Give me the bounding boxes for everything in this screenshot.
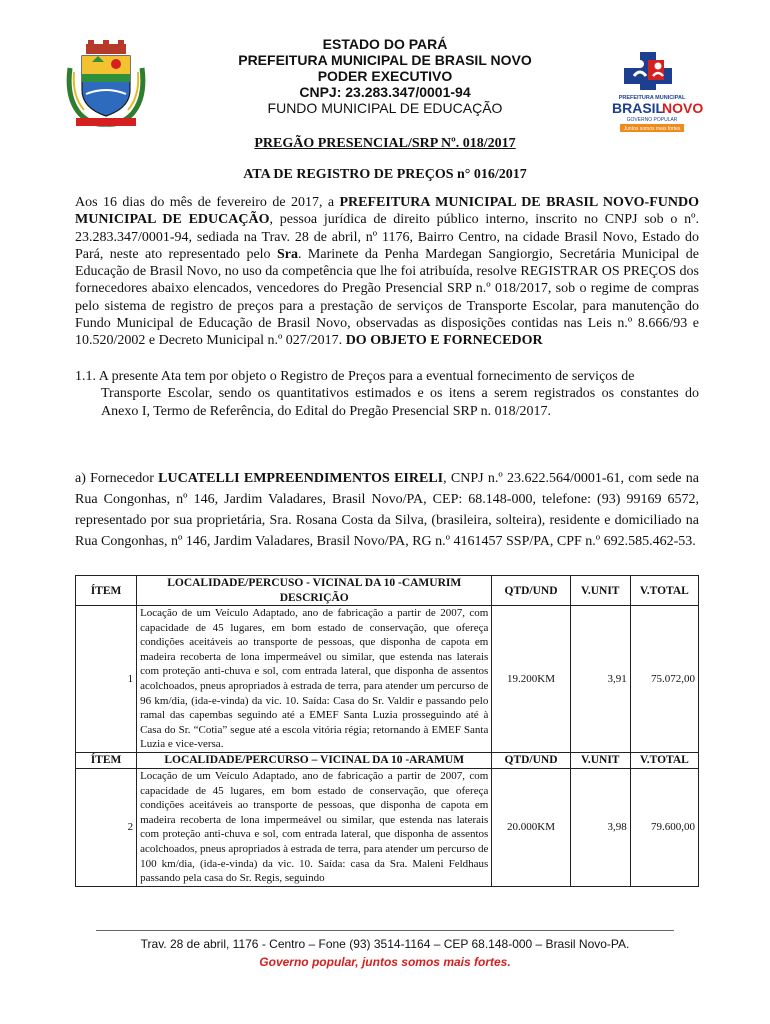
executive-power: PODER EXECUTIVO [317, 68, 453, 84]
cell-item-number: 2 [76, 768, 137, 886]
table-row [76, 768, 699, 886]
header-item: ÍTEM [76, 576, 137, 606]
cell-description [137, 768, 492, 886]
intro-title-sra: Sra [276, 246, 298, 262]
letterhead-text [190, 36, 580, 116]
intro-text-1: Aos 16 dias do mês de fevereiro de 2017, a [75, 195, 340, 210]
header-qtd: QTD/UND [492, 752, 570, 768]
supplier-paragraph [75, 468, 699, 552]
prefecture-name: PREFEITURA MUNICIPAL DE BRASIL NOVO [238, 52, 532, 68]
clause-1-1-rest: Transporte Escolar, sendo os quantitativos estimados e os itens a serem registrados os constantes do Anexo I, Termo de Referência, do Edital do Pregão Presencial SRP n. 018/2017. [101, 386, 699, 419]
header-locality: LOCALIDADE/PERCURSO – VICINAL DA 10 -ARAMUM [137, 752, 492, 768]
header-item: ÍTEM [76, 752, 137, 768]
header-qtd: QTD/UND [492, 576, 570, 606]
cnpj-number: CNPJ: 23.283.347/0001-94 [299, 84, 471, 100]
ata-title: ATA DE REGISTRO DE PREÇOS n° 016/2017 [243, 167, 527, 182]
header-unit-value: V.UNIT [570, 752, 630, 768]
cell-quantity: 19.200KM [492, 606, 570, 753]
pregao-title: PREGÃO PRESENCIAL/SRP Nº. 018/2017 [254, 136, 516, 151]
logo-brand-left: BRASIL [612, 100, 665, 116]
cell-unit-value: 3,98 [570, 768, 630, 886]
supplier-text-1: a) Fornecedor [75, 471, 159, 486]
description-text: Locação de um Veículo Adaptado, ano de fabricação a partir de 2007, com capacidade de 45 lugares, em bom estado de conservação, que ofereça condições aceitáveis ao transporte de pessoas, que disponha de capota em madeira recoberta de lona impermeável ou similar, que estenda nas laterais com proteção anti-chuva e sol, com entrada lateral, que disponha de assentos acolchoados, pneus apropriados à estrada de terra, para atender um percurso de 96 km/dia, (ida-e-vinda) da vic. 10. Saída: Casa do Sr. Valdir e passando pelo ramal das capembas seguindo até a EMEF Santa Luzia prosseguindo até à Casa do Sr. “Cotia” segue até a escola vitória régia; retornando à EMEF Santa Luzia e vice-versa. [140, 607, 489, 751]
header-description-text: DESCRIÇÃO [279, 591, 349, 604]
footer-divider [96, 930, 674, 931]
logo-top-text: PREFEITURA MUNICIPAL [618, 95, 686, 101]
intro-paragraph [75, 194, 699, 350]
cell-description [137, 606, 492, 753]
items-table [75, 575, 699, 887]
description-text: Locação de um Veículo Adaptado, ano de fabricação a partir de 2007, com capacidade de 45 lugares, em bom estado de conservação, que ofereça condições aceitáveis ao transporte de pessoas, que disponha de capota em madeira recoberta de lona impermeável ou similar, que estenda nas laterais com proteção anti-chuva e sol, com entrada lateral, que disponha de assentos acolchoados, pneus apropriados à estrada de terra, para atender um percurso de 100 km/dia, (ida-e-vinda) da vic. 10. Saída: casa da Sra. Maleni Feldhaus passando pela casa do Sr. Regis, seguindo [140, 769, 489, 885]
header-locality [137, 576, 492, 606]
letterhead [0, 30, 770, 132]
logo-slogan: Juntos somos mais fortes [623, 126, 681, 132]
header-locality-text: LOCALIDADE/PERCUSO - VICINAL DA 10 -CAMURIM [167, 577, 462, 589]
supplier-name: LUCATELLI EMPREENDIMENTOS EIRELI [158, 471, 444, 486]
header-total-value: V.TOTAL [630, 576, 698, 606]
footer-slogan: Governo popular, juntos somos mais fortes. [259, 955, 511, 969]
section-heading-object: DO OBJETO E FORNECEDOR [345, 333, 543, 349]
table-header-row [76, 576, 699, 606]
header-unit-value: V.UNIT [570, 576, 630, 606]
header-total-value: V.TOTAL [630, 752, 698, 768]
education-fund-name: FUNDO MUNICIPAL DE EDUCAÇÃO [267, 100, 503, 116]
cell-unit-value: 3,91 [570, 606, 630, 753]
clause-1-1 [75, 368, 699, 420]
table-row [76, 606, 699, 753]
municipal-coat-of-arms-icon [66, 38, 146, 128]
intro-text-2: , pessoa jurídica de direito público interno, inscrito no CNPJ sob o nº. 23.283.347/0001-94, sediada na Trav. 28 de abril, nº 1176, Bairro Centro, na cidade Brasil Novo, Estado do Pará, neste ato representado pelo [75, 212, 699, 262]
supplier-text-2: , CNPJ n.º 23.622.564/0001-61, com sede na Rua Congonhas, nº 146, Jardim Valadares, Brasil Novo/PA, CEP: 68.148-000, telefone: (93) 99169 6572, representado por sua proprietária, Sra. Rosana Costa da Silva, (brasileira, solteira), residente e domiciliado na Rua Congonhas, nº 146, Jardim Valadares, Brasil Novo/PA, RG n.º 4161457 SSP/PA, CPF n.º 692.585.462-53. [75, 471, 699, 549]
logo-brand-right: NOVO [662, 100, 704, 116]
cell-total-value: 75.072,00 [630, 606, 698, 753]
footer-address: Trav. 28 de abril, 1176 - Centro – Fone (93) 3514-1164 – CEP 68.148-000 – Brasil Novo-PA. [140, 937, 630, 951]
brasil-novo-logo-icon [610, 50, 704, 134]
cell-quantity: 20.000KM [492, 768, 570, 886]
table-header-row [76, 752, 699, 768]
state-name: ESTADO DO PARÁ [322, 36, 448, 52]
cell-total-value: 79.600,00 [630, 768, 698, 886]
logo-sub-text: GOVERNO POPULAR [626, 117, 678, 123]
cell-item-number: 1 [76, 606, 137, 753]
intro-text-3: . Marinete da Penha Mardegan Sangiorgio, Secretária Municipal de Educação de Brasil Novo, no uso da competência que lhe foi atribuída, resolve REGISTRAR OS PREÇOS dos fornecedores abaixo elencados, vencedores do Pregão Presencial SRP n.º 018/2017, sob o regime de compras pelo sistema de registro de preços para a prestação de serviços de Transporte Escolar, para manutenção do Fundo Municipal de Educação de Brasil Novo, observadas as disposições contidas nas Leis n.º 8.666/93 e 10.520/2002 e Decreto Municipal n.º 027/2017. [75, 246, 699, 349]
intro-entity-name: PREFEITURA MUNICIPAL DE BRASIL NOVO-FUNDO MUNICIPAL DE EDUCAÇÃO [75, 195, 699, 228]
clause-1-1-first-line: 1.1. A presente Ata tem por objeto o Registro de Preços para a eventual fornecimento de serviços de [75, 369, 635, 384]
